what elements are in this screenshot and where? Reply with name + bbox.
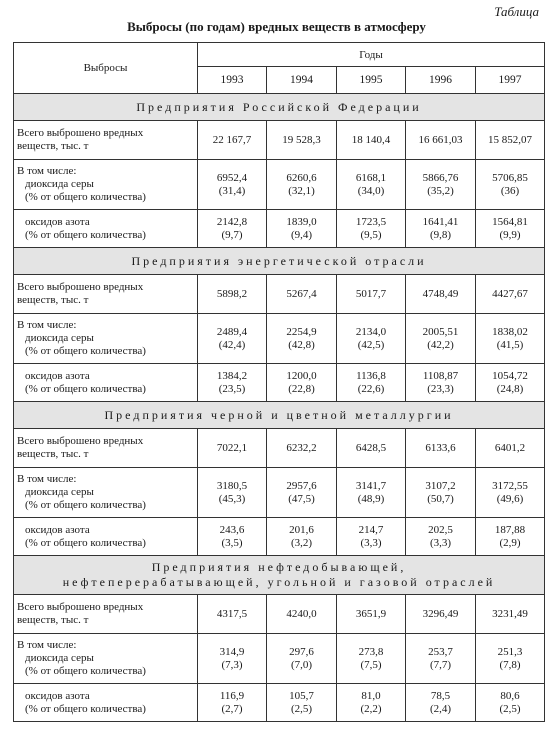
value-cell <box>198 684 267 722</box>
value-cell <box>476 364 545 402</box>
value-cell <box>267 314 337 364</box>
label-line: (% от общего количества) <box>25 382 146 395</box>
label-line: веществ, тыс. т <box>17 614 89 626</box>
table-row-nitrogen <box>14 364 545 402</box>
percent-value: (9,4) <box>290 228 313 241</box>
value-cell: 16 661,03 <box>406 121 476 160</box>
value-cell <box>406 160 476 210</box>
value-cell <box>337 210 406 248</box>
percent-value: (2,4) <box>429 702 452 715</box>
emissions-table <box>13 42 545 722</box>
page-title: Выбросы (по годам) вредных веществ в атмосферу <box>127 19 426 34</box>
value-cell <box>406 518 476 556</box>
percent-value: (3,3) <box>360 536 382 549</box>
percent-value: (42,5) <box>357 338 385 351</box>
row-label <box>14 634 198 684</box>
table-row-sulfur <box>14 468 545 518</box>
year-cell: 1994 <box>267 67 337 94</box>
section-title-line: Предприятия черной и цветной металлургии <box>104 407 454 422</box>
value-cell: 7022,1 <box>198 429 267 468</box>
label-line: Всего выброшено вредных <box>17 281 144 293</box>
row-label <box>14 468 198 518</box>
value-cell: 5267,4 <box>267 275 337 314</box>
value-cell: 4748,49 <box>406 275 476 314</box>
value: 187,88 <box>494 523 526 536</box>
value-cell: 18 140,4 <box>337 121 406 160</box>
value-cell <box>337 634 406 684</box>
value-cell: 5898,2 <box>198 275 267 314</box>
table-row-nitrogen <box>14 210 545 248</box>
label-line: (% от общего количества) <box>25 191 146 203</box>
label-line: диоксида серы <box>25 486 94 498</box>
percent-value: (23,3) <box>427 382 454 395</box>
row-label <box>14 364 198 402</box>
value: 3180,5 <box>216 479 248 492</box>
percent-value: (35,2) <box>427 184 454 197</box>
value: 2254,9 <box>286 325 317 338</box>
percent-value: (7,7) <box>429 658 452 671</box>
percent-value: (24,8) <box>496 382 524 395</box>
percent-value: (2,5) <box>290 702 313 715</box>
table-row-sulfur <box>14 634 545 684</box>
percent-value: (22,6) <box>357 382 385 395</box>
value: 201,6 <box>289 523 314 536</box>
value-cell <box>337 314 406 364</box>
value: 1641,41 <box>422 215 459 228</box>
label-line: В том числе: <box>17 639 77 651</box>
label-line: диоксида серы <box>25 652 94 664</box>
value: 2489,4 <box>216 325 248 338</box>
row-label <box>14 684 198 722</box>
percent-value: (41,5) <box>496 338 524 351</box>
value: 2005,51 <box>422 325 459 338</box>
value: 3172,55 <box>492 479 528 492</box>
label-line: диоксида серы <box>25 332 94 344</box>
value: 6952,4 <box>216 171 248 184</box>
label-line: В том числе: <box>17 319 77 331</box>
row-label <box>14 275 198 314</box>
table-row-total <box>14 275 545 314</box>
value: 81,0 <box>361 689 381 702</box>
section-title-line: Предприятия Российской Федерации <box>136 99 422 114</box>
value-cell <box>267 634 337 684</box>
section-title <box>14 402 545 429</box>
value-cell: 6428,5 <box>337 429 406 468</box>
value: 6260,6 <box>286 171 317 184</box>
value-cell <box>198 634 267 684</box>
percent-value: (7,0) <box>290 658 313 671</box>
value: 2957,6 <box>286 479 317 492</box>
label-line: (% от общего количества) <box>25 345 146 357</box>
label-line: оксидов азота <box>25 215 90 228</box>
percent-value: (3,2) <box>290 536 313 549</box>
value-cell <box>198 518 267 556</box>
table-row-total <box>14 121 545 160</box>
value: 1136,8 <box>356 369 386 382</box>
value-cell <box>476 468 545 518</box>
year-cell: 1997 <box>476 67 545 94</box>
value: 1564,81 <box>492 215 528 228</box>
table-caption: Таблица <box>494 4 539 19</box>
value: 214,7 <box>358 523 384 536</box>
value-cell <box>198 364 267 402</box>
value-cell: 5017,7 <box>337 275 406 314</box>
value-cell <box>337 518 406 556</box>
label-line: диоксида серы <box>25 178 94 190</box>
row-label <box>14 595 198 634</box>
row-label <box>14 121 198 160</box>
value: 105,7 <box>289 689 314 702</box>
percent-value: (34,0) <box>357 184 385 197</box>
percent-value: (7,5) <box>360 658 382 671</box>
value-cell <box>267 684 337 722</box>
label-line: веществ, тыс. т <box>17 448 89 460</box>
label-line: Всего выброшено вредных <box>17 435 144 447</box>
value-cell <box>267 468 337 518</box>
value-cell <box>198 210 267 248</box>
label-line: (% от общего количества) <box>25 536 146 549</box>
row-label <box>14 210 198 248</box>
percent-value: (7,3) <box>221 658 243 671</box>
label-line: оксидов азота <box>25 523 90 536</box>
section-header-row <box>14 402 545 429</box>
percent-value: (3,3) <box>429 536 452 549</box>
value: 1838,02 <box>492 325 528 338</box>
row-label <box>14 518 198 556</box>
section-title-line: Предприятия нефтедобывающей, <box>151 560 407 574</box>
value-cell: 4427,67 <box>476 275 545 314</box>
table-row-total <box>14 429 545 468</box>
label-line: Всего выброшено вредных <box>17 127 144 139</box>
value-cell: 4317,5 <box>198 595 267 634</box>
value-cell <box>476 160 545 210</box>
value-cell <box>267 210 337 248</box>
label-line: В том числе: <box>17 473 77 485</box>
value-cell <box>198 160 267 210</box>
percent-value: (47,5) <box>288 492 315 505</box>
label-line: оксидов азота <box>25 369 90 382</box>
value-cell: 6232,2 <box>267 429 337 468</box>
label-line: (% от общего количества) <box>25 702 146 715</box>
value: 297,6 <box>289 645 314 658</box>
row-label <box>14 160 198 210</box>
label-line: (% от общего количества) <box>25 499 146 511</box>
value: 1054,72 <box>492 369 528 382</box>
value: 78,5 <box>430 689 451 702</box>
value: 314,9 <box>219 645 245 658</box>
value-cell: 6401,2 <box>476 429 545 468</box>
value: 3107,2 <box>425 479 456 492</box>
value: 2142,8 <box>216 215 248 228</box>
value: 273,8 <box>358 645 384 658</box>
percent-value: (9,9) <box>499 228 521 241</box>
percent-value: (42,8) <box>288 338 315 351</box>
value: 243,6 <box>219 523 245 536</box>
percent-value: (48,9) <box>357 492 385 505</box>
row-label <box>14 429 198 468</box>
percent-value: (22,8) <box>288 382 315 395</box>
percent-value: (42,2) <box>427 338 454 351</box>
value-cell: 15 852,07 <box>476 121 545 160</box>
label-line: веществ, тыс. т <box>17 140 89 152</box>
percent-value: (2,9) <box>499 536 521 549</box>
table-row-nitrogen <box>14 518 545 556</box>
section-title-line: Предприятия энергетической отрасли <box>131 253 427 268</box>
section-title <box>14 94 545 121</box>
value-cell: 4240,0 <box>267 595 337 634</box>
value: 3141,7 <box>355 479 387 492</box>
table-row-nitrogen <box>14 684 545 722</box>
value-cell <box>198 314 267 364</box>
percent-value: (9,8) <box>429 228 452 241</box>
value: 5866,76 <box>422 171 459 184</box>
percent-value: (32,1) <box>288 184 315 197</box>
value: 1200,0 <box>286 369 317 382</box>
label-line: веществ, тыс. т <box>17 294 89 306</box>
percent-value: (42,4) <box>218 338 246 351</box>
value-cell <box>476 684 545 722</box>
value-cell <box>337 160 406 210</box>
value: 80,6 <box>500 689 520 702</box>
percent-value: (36) <box>500 184 520 197</box>
header-years: Годы <box>198 43 545 67</box>
percent-value: (9,5) <box>360 228 382 241</box>
percent-value: (9,7) <box>221 228 243 241</box>
value-cell: 22 167,7 <box>198 121 267 160</box>
value-cell <box>406 364 476 402</box>
value-cell: 3296,49 <box>406 595 476 634</box>
value: 1723,5 <box>355 215 387 228</box>
table-row-sulfur <box>14 160 545 210</box>
header-emissions: Выбросы <box>14 43 198 94</box>
section-title <box>14 248 545 275</box>
percent-value: (2,7) <box>221 702 243 715</box>
label-line: Всего выброшено вредных <box>17 601 144 613</box>
section-title-line: нефтеперерабатывающей, угольной и газовой отраслей <box>62 575 496 589</box>
value-cell: 3231,49 <box>476 595 545 634</box>
value: 202,5 <box>428 523 453 536</box>
percent-value: (2,5) <box>499 702 521 715</box>
value: 116,9 <box>219 689 245 702</box>
percent-value: (23,5) <box>218 382 246 395</box>
value: 5706,85 <box>492 171 528 184</box>
percent-value: (2,2) <box>360 702 382 715</box>
label-line: оксидов азота <box>25 689 90 702</box>
value-cell <box>337 364 406 402</box>
value: 1108,87 <box>422 369 459 382</box>
percent-value: (3,5) <box>221 536 243 549</box>
label-line: В том числе: <box>17 165 77 177</box>
section-header-row <box>14 556 545 595</box>
value: 251,3 <box>497 645 523 658</box>
value-cell <box>406 634 476 684</box>
value-cell <box>476 634 545 684</box>
percent-value: (49,6) <box>496 492 524 505</box>
row-label <box>14 314 198 364</box>
value-cell <box>337 468 406 518</box>
value-cell <box>337 684 406 722</box>
value-cell <box>476 210 545 248</box>
value-cell <box>267 518 337 556</box>
value: 1839,0 <box>286 215 317 228</box>
value-cell: 6133,6 <box>406 429 476 468</box>
value-cell <box>406 210 476 248</box>
value-cell <box>267 160 337 210</box>
value-cell <box>406 314 476 364</box>
value-cell <box>267 364 337 402</box>
label-line: (% от общего количества) <box>25 665 146 677</box>
section-header-row <box>14 248 545 275</box>
value: 253,7 <box>428 645 453 658</box>
value-cell <box>476 518 545 556</box>
percent-value: (7,8) <box>499 658 521 671</box>
year-cell: 1995 <box>337 67 406 94</box>
year-cell: 1993 <box>198 67 267 94</box>
percent-value: (31,4) <box>218 184 246 197</box>
table-row-sulfur <box>14 314 545 364</box>
percent-value: (45,3) <box>218 492 246 505</box>
value-cell: 3651,9 <box>337 595 406 634</box>
value: 6168,1 <box>355 171 387 184</box>
value: 2134,0 <box>355 325 387 338</box>
value: 1384,2 <box>216 369 248 382</box>
label-line: (% от общего количества) <box>25 228 146 241</box>
value-cell <box>198 468 267 518</box>
value-cell <box>406 468 476 518</box>
value-cell <box>406 684 476 722</box>
value-cell <box>476 314 545 364</box>
percent-value: (50,7) <box>427 492 454 505</box>
value-cell: 19 528,3 <box>267 121 337 160</box>
year-cell: 1996 <box>406 67 476 94</box>
section-title <box>14 556 545 595</box>
section-header-row <box>14 94 545 121</box>
table-row-total <box>14 595 545 634</box>
